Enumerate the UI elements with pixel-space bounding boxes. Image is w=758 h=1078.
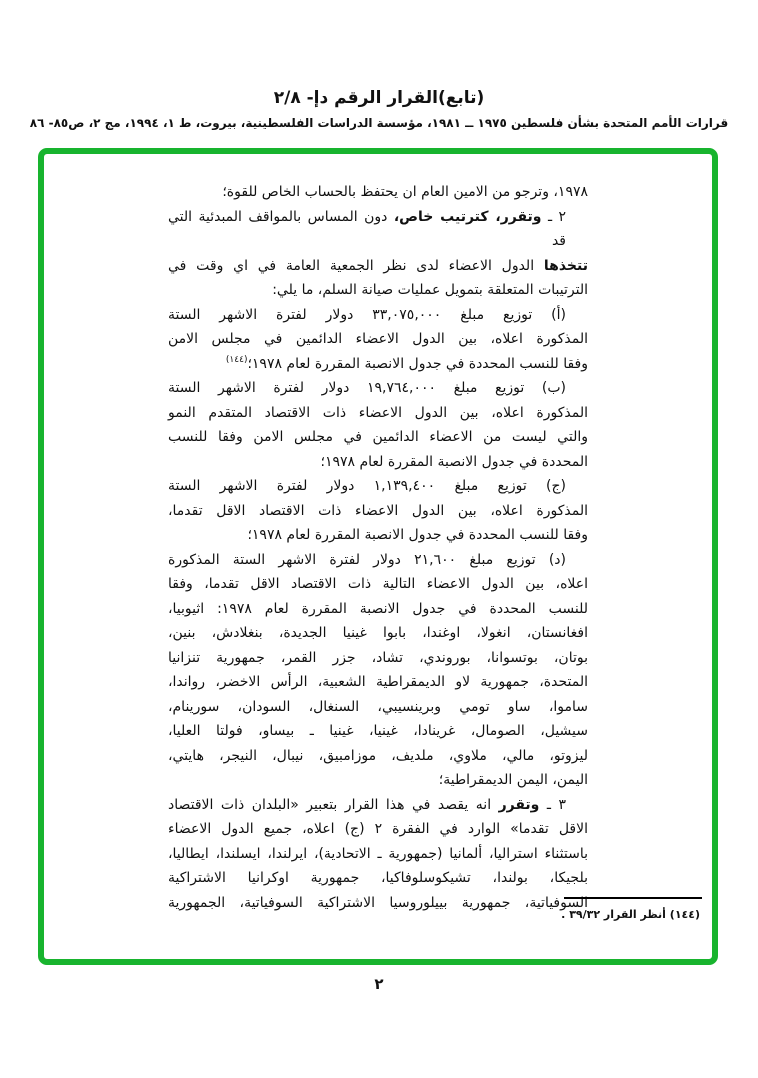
text-segment: دون المساس بالمواقف المبدئية التي قد	[168, 208, 566, 249]
text-segment: بلجيكا، بولندا، تشيكوسلوفاكيا، جمهورية اوكرانيا الاشتراكية	[168, 870, 588, 886]
text-line	[168, 303, 588, 328]
text-segment: وتقرر	[498, 796, 540, 813]
text-segment: ساموا، ساو تومي وبرينسيبي، السنغال، السودان، سورينام،	[168, 698, 588, 715]
text-line	[168, 695, 588, 720]
text-line	[168, 744, 588, 769]
text-line	[168, 327, 588, 352]
text-segment: (ب) توزيع مبلغ ١٩,٧٦٤,٠٠٠ دولار لفترة الاشهر الستة	[168, 380, 566, 396]
text-line	[168, 401, 588, 426]
text-segment: السوفياتية، جمهورية بييلوروسيا الاشتراكية السوفياتية، الجمهورية	[168, 894, 588, 911]
body-text	[168, 180, 588, 915]
text-line	[168, 352, 588, 377]
text-line	[168, 180, 588, 205]
text-segment: المذكورة اعلاه، بين الدول الاعضاء ذات الاقتصاد المتقدم النمو	[168, 404, 588, 421]
green-border-frame	[38, 148, 718, 965]
text-segment: وتقرر، كترتيب خاص،	[393, 208, 542, 225]
text-segment: اعلاه، بين الدول الاعضاء التالية ذات الاقتصاد الاقل تقدما، وفقا	[168, 576, 588, 592]
text-line	[168, 376, 588, 401]
text-segment: والتي ليست من الاعضاء الدائمين في مجلس الامن وفقا للنسب	[168, 429, 588, 445]
text-line	[168, 646, 588, 671]
footnote-marker: (١٤٤)	[225, 354, 248, 365]
text-line	[168, 891, 588, 916]
text-segment: المحددة في جدول الانصبة المقررة لعام ١٩٧٨؛	[320, 453, 588, 470]
text-segment: وفقا للنسب المحددة في جدول الانصبة المقررة لعام ١٩٧٨؛	[247, 355, 588, 372]
text-segment: المذكورة اعلاه، بين الدول الاعضاء ذات الاقتصاد الاقل تقدما،	[168, 502, 588, 519]
text-segment: الاقل تقدما» الوارد في الفقرة ٢ (ج) اعلاه، جميع الدول الاعضاء	[168, 821, 588, 837]
text-segment: الدول الاعضاء لدى نظر الجمعية العامة في اي وقت في	[168, 257, 544, 274]
text-line	[168, 597, 588, 622]
footnote-separator-rule	[564, 897, 702, 899]
text-line	[168, 205, 588, 254]
text-segment: المتحدة، جمهورية لاو الديمقراطية الشعبية، الرأس الاخضر، رواندا،	[168, 674, 588, 690]
source-citation-line: قرارات الأمم المتحدة بشأن فلسطين ١٩٧٥ ــ ١٩٨١، مؤسسة الدراسات الفلسطينية، بيروت، ط ١، ١٩٩٤، مج ٢، ص٨٥- ٨٦	[29, 116, 729, 130]
text-segment: الترتيبات المتعلقة بتمويل عمليات صيانة السلم، ما يلي:	[272, 282, 588, 298]
text-line	[168, 842, 588, 867]
text-segment: للنسب المحددة في جدول الانصبة المقررة لعام ١٩٧٨: اثيوبيا،	[168, 600, 588, 617]
text-segment: ٢ ـ	[541, 208, 566, 225]
text-segment: ٣ ـ	[539, 796, 566, 813]
text-segment: بوتان، بوتسوانا، بوروندي، تشاد، جزر القمر، جمهورية تنزانيا	[168, 649, 588, 666]
text-line	[168, 254, 588, 279]
text-line	[168, 572, 588, 597]
text-line	[168, 450, 588, 475]
text-segment: (ج) توزيع مبلغ ١,١٣٩,٤٠٠ دولار لفترة الاشهر الستة	[168, 478, 566, 494]
text-line	[168, 817, 588, 842]
text-line	[168, 523, 588, 548]
text-line	[168, 425, 588, 450]
text-segment: ليزوتو، مالي، ملاوي، ملديف، موزامبيق، نيبال، النيجر، هايتي،	[168, 747, 588, 764]
resolution-title: (تابع)القرار الرقم دإ- ٢/٨	[273, 88, 485, 108]
text-segment: ١٩٧٨، وترجو من الامين العام ان يحتفظ بالحساب الخاص للقوة؛	[222, 184, 588, 200]
text-segment: تتخذها	[543, 257, 588, 274]
text-segment: المذكورة اعلاه، بين الدول الاعضاء الدائمين في مجلس الامن	[168, 331, 588, 347]
text-line	[168, 474, 588, 499]
text-segment: وفقا للنسب المحددة في جدول الانصبة المقررة لعام ١٩٧٨؛	[247, 527, 588, 543]
text-line	[168, 793, 588, 818]
text-segment: باستثناء استراليا، ألمانيا (جمهورية ـ الاتحادية)، ايرلندا، ايسلندا، ايطاليا،	[168, 845, 588, 862]
text-segment: افغانستان، انغولا، اوغندا، بابوا غينيا الجديدة، بنغلادش، بنين،	[168, 625, 588, 641]
text-segment: انه يقصد في هذا القرار بتعبير «البلدان ذات الاقتصاد	[168, 796, 499, 813]
text-line	[168, 278, 588, 303]
page-number: ٢	[374, 975, 384, 993]
text-line	[168, 670, 588, 695]
text-line	[168, 621, 588, 646]
text-segment: (د) توزيع مبلغ ٢١,٦٠٠ دولار لفترة الاشهر الستة المذكورة	[168, 551, 566, 568]
text-line	[168, 719, 588, 744]
text-line	[168, 768, 588, 793]
text-segment: (أ) توزيع مبلغ ٣٣,٠٧٥,٠٠٠ دولار لفترة الاشهر الستة	[168, 306, 566, 323]
text-line	[168, 548, 588, 573]
text-segment: سيشيل، الصومال، غرينادا، غينيا، غينيا ـ بيساو، فولتا العليا،	[168, 723, 588, 739]
text-segment: اليمن، اليمن الديمقراطية؛	[438, 772, 588, 788]
text-line	[168, 499, 588, 524]
text-line	[168, 866, 588, 891]
footnote-text: (١٤٤) أنظر القرار ٣٩/٣٢ .	[561, 908, 700, 921]
